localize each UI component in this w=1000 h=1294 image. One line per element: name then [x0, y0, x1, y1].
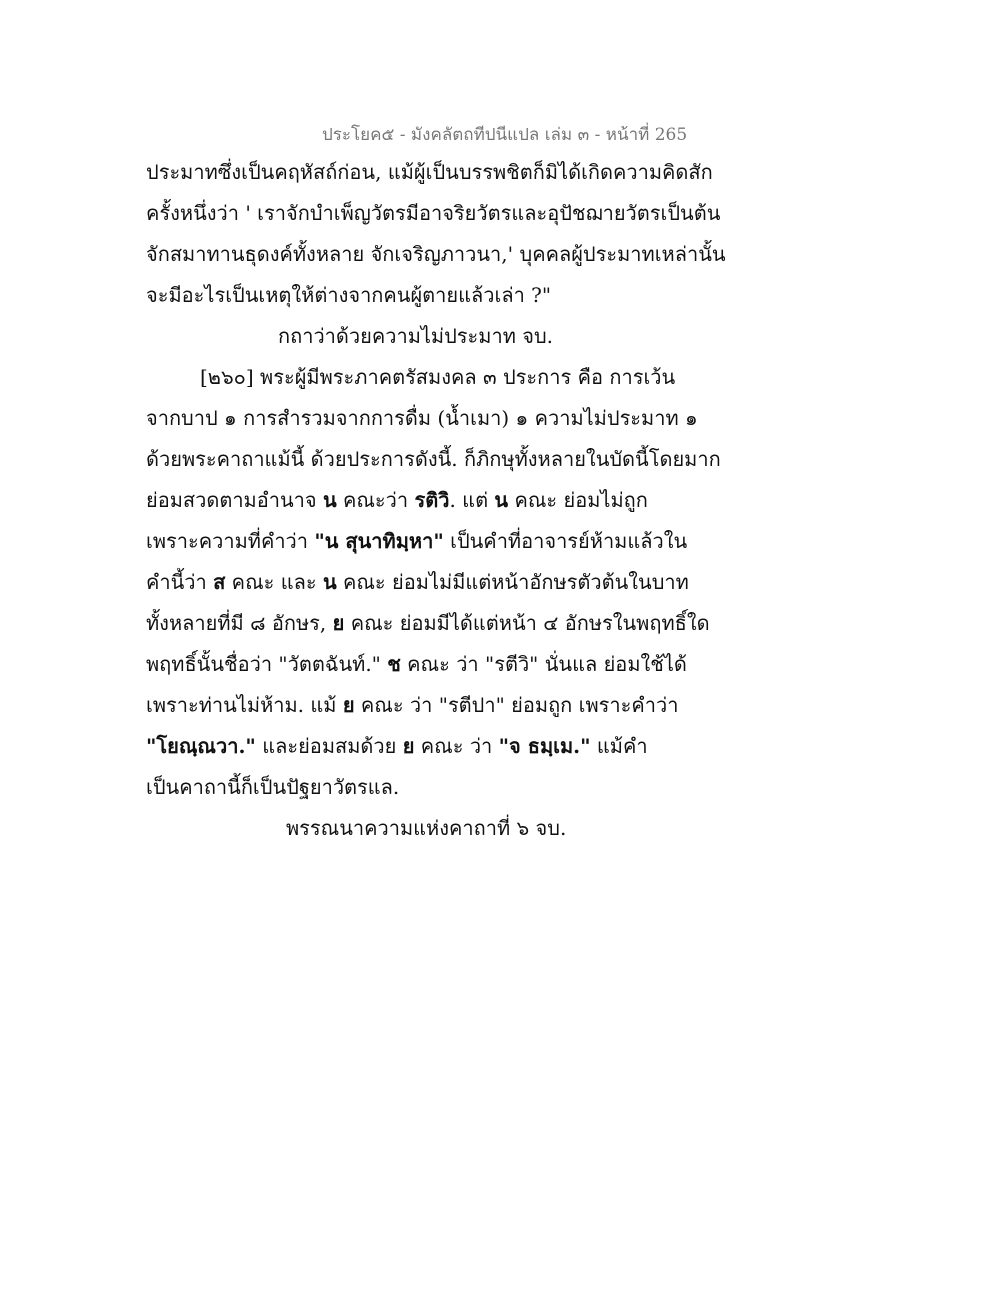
text-line: จะมีอะไรเป็นเหตุให้ต่างจากคนผู้ตายแล้วเล่า ?" — [146, 283, 552, 307]
text-line: เพราะท่านไม่ห้าม. แม้ ย คณะ ว่า "รตีปา" ย่อมถูก เพราะคำว่า — [146, 693, 679, 717]
text-line: จักสมาทานธุดงค์ทั้งหลาย จักเจริญภาวนา,' บุคคลผู้ประมาทเหล่านั้น — [146, 242, 726, 266]
running-header: ประโยค๕ - มังคลัตถทีปนีแปล เล่ม ๓ - หน้าที่ 265 — [322, 125, 688, 145]
paragraph-start-line: [๒๖๐] พระผู้มีพระภาคตรัสมงคล ๓ ประการ คือ การเว้น — [200, 365, 676, 389]
text-line: ประมาทซึ่งเป็นคฤหัสถ์ก่อน, แม้ผู้เป็นบรรพชิตก็มิได้เกิดความคิดสัก — [146, 160, 713, 184]
section-end-heading: กถาว่าด้วยความไม่ประมาท จบ. — [278, 324, 554, 348]
text-line: คำนี้ว่า ส คณะ และ น คณะ ย่อมไม่มีแต่หน้าอักษรตัวต้นในบาท — [146, 570, 689, 594]
text-line: ด้วยพระคาถาแม้นี้ ด้วยประการดังนี้. ก็ภิกษุทั้งหลายในบัดนี้โดยมาก — [146, 447, 721, 471]
body-text — [146, 152, 726, 849]
section-end-heading: พรรณนาความแห่งคาถาที่ ๖ จบ. — [286, 816, 567, 840]
text-line: พฤทธิ์นั้นชื่อว่า "วัตตฉันท์." ช คณะ ว่า "รตีวิ" นั่นแล ย่อมใช้ได้ — [146, 652, 687, 676]
text-line: ทั้งหลายที่มี ๘ อักษร, ย คณะ ย่อมมีได้แต่หน้า ๔ อักษรในพฤทธิ์ใด — [146, 611, 710, 635]
text-line: เพราะความที่คำว่า "น สุนาทิมฺหา" เป็นคำที่อาจารย์ห้ามแล้วใน — [146, 529, 688, 553]
text-line: เป็นคาถานี้ก็เป็นปัฐยาวัตรแล. — [146, 775, 400, 799]
text-line: ย่อมสวดตามอำนาจ น คณะว่า รติวิ. แต่ น คณะ ย่อมไม่ถูก — [146, 488, 648, 512]
text-line: ครั้งหนึ่งว่า ' เราจักบำเพ็ญวัตรมีอาจริยวัตรและอุปัชฌายวัตรเป็นต้น — [146, 201, 721, 225]
text-line: จากบาป ๑ การสำรวมจากการดื่ม (น้ำเมา) ๑ ความไม่ประมาท ๑ — [146, 406, 698, 430]
text-line: "โยณฺณวา." และย่อมสมด้วย ย คณะ ว่า "จ ธมฺเม." แม้คำ — [146, 734, 648, 758]
